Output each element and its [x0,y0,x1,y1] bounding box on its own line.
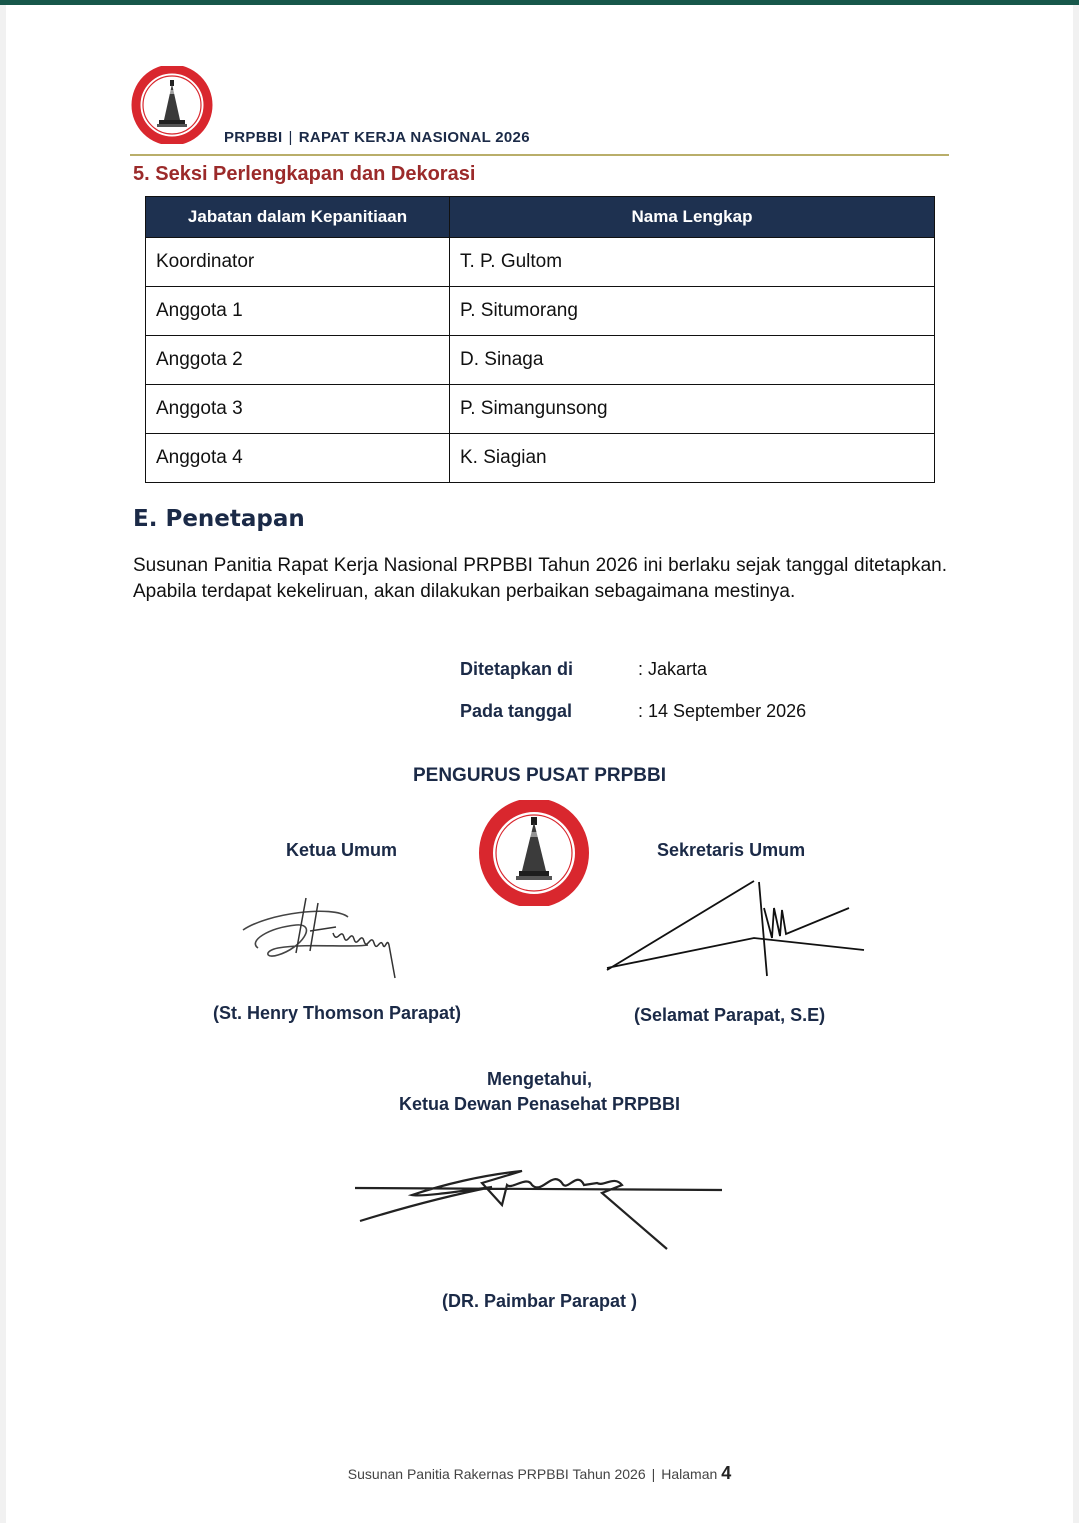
table-row [146,336,935,385]
name-cell: D. Sinaga [450,336,935,385]
left-signatory-name: (St. Henry Thomson Parapat) [213,1003,462,1023]
right-signatory-role: Sekretaris Umum [657,840,806,860]
name-cell: P. Simangunsong [450,385,935,434]
header-rule [130,154,949,156]
name-cell: K. Siagian [450,434,935,483]
signatory-org-title: PENGURUS PUSAT PRPBBI [412,765,666,786]
left-signatory-role: Ketua Umum [286,840,398,860]
table-row [146,287,935,336]
penetapan-paragraph: Susunan Panitia Rapat Kerja Nasional PRPBBI Tahun 2026 ini berlaku sejak tanggal ditetapkan. Apabila terdapat kekeliruan, akan dilakukan perbaikan sebagaimana mestinya. [133,555,947,602]
role-cell: Anggota 3 [146,385,450,434]
role-cell: Anggota 1 [146,287,450,336]
footer-separator: | [651,1466,656,1482]
date-label: Pada tanggal [460,701,573,721]
organization-logo-icon [130,66,214,144]
place-value: : Jakarta [638,659,708,679]
advisor-title: Ketua Dewan Penasehat PRPBBI [398,1094,681,1114]
place-label: Ditetapkan di [460,659,574,679]
left-signature-icon [238,893,408,983]
footer-text: Susunan Panitia Rakernas PRPBBI Tahun 2026 [347,1466,646,1482]
advisor-signature-icon [352,1165,724,1253]
right-signature-icon [604,878,866,982]
table-row [146,238,935,287]
right-signatory-name: (Selamat Parapat, S.E) [634,1005,826,1025]
committee-table [145,196,935,483]
page-footer [0,1463,1079,1484]
penetapan-heading: E. Penetapan [133,506,305,532]
footer-page-label: Halaman [661,1466,718,1482]
acknowledgement-line: Mengetahui, [486,1069,592,1089]
role-cell: Koordinator [146,238,450,287]
table-row [146,385,935,434]
table-header-row [146,197,935,238]
column-header-name: Nama Lengkap [450,197,935,238]
top-accent-bar [0,0,1079,5]
column-header-role: Jabatan dalam Kepanitiaan [146,197,450,238]
advisor-name: (DR. Paimbar Parapat ) [441,1291,638,1311]
table-row [146,434,935,483]
section-title: 5. Seksi Perlengkapan dan Dekorasi [133,163,476,185]
page-number: 4 [721,1463,732,1483]
header-org: PRPBBI [224,129,283,146]
name-cell: P. Situmorang [450,287,935,336]
header-event: RAPAT KERJA NASIONAL 2026 [298,129,530,146]
organization-seal-icon [478,800,590,906]
role-cell: Anggota 2 [146,336,450,385]
header-title [224,129,530,146]
role-cell: Anggota 4 [146,434,450,483]
header-separator: | [288,129,293,146]
date-value: : 14 September 2026 [638,701,807,721]
name-cell: T. P. Gultom [450,238,935,287]
